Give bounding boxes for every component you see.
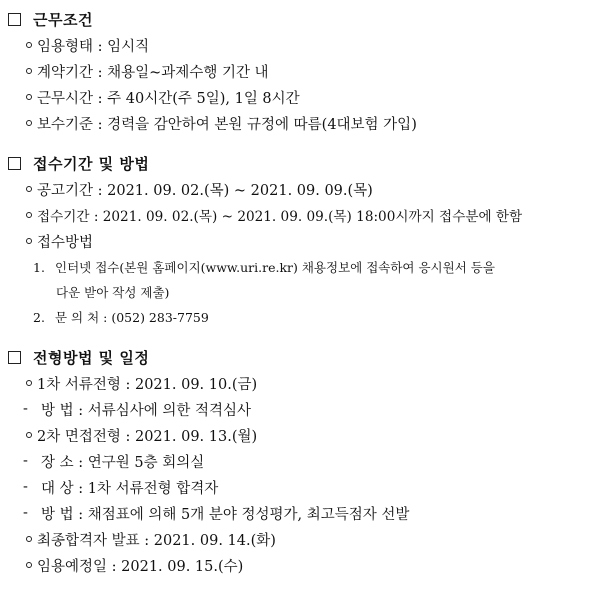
circle-bullet-icon	[26, 432, 32, 438]
list-item	[0, 58, 600, 84]
item-text: 공고기간 : 2021. 09. 02.(목) ~ 2021. 09. 09.(목)	[37, 182, 373, 199]
numbered-item-continuation	[0, 280, 600, 304]
list-item	[0, 176, 600, 202]
section-title: 전형방법 및 일정	[33, 348, 150, 367]
numbered-item	[0, 304, 600, 330]
item-text: 인터넷 접수(본원 홈페이지(www.uri.re.kr) 채용정보에 접속하여 응시원서 등을	[55, 260, 495, 275]
sub-item: - 방 법 : 채점표에 의해 5개 분야 정성평가, 최고득점자 선발	[0, 500, 600, 526]
circle-bullet-icon	[26, 562, 32, 568]
numbered-item	[0, 254, 600, 280]
item-text: 방 법 : 채점표에 의해 5개 분야 정성평가, 최고득점자 선발	[41, 506, 410, 523]
list-item	[0, 84, 600, 110]
section-heading	[0, 6, 600, 32]
sub-item: - 대 상 : 1차 서류전형 합격자	[0, 474, 600, 500]
item-text: 2차 면접전형 : 2021. 09. 13.(월)	[37, 428, 258, 445]
section-title: 접수기간 및 방법	[33, 154, 150, 173]
list-item	[0, 32, 600, 58]
list-item	[0, 370, 600, 396]
checkbox-icon	[8, 351, 21, 364]
circle-bullet-icon	[26, 94, 32, 100]
item-text: 접수방법	[37, 234, 94, 251]
sub-item: - 방 법 : 서류심사에 의한 적격심사	[0, 396, 600, 422]
circle-bullet-icon	[26, 186, 32, 192]
item-text: 다운 받아 작성 제출)	[56, 285, 170, 300]
checkbox-icon	[8, 13, 21, 26]
item-number: 2.	[33, 309, 45, 325]
checkbox-icon	[8, 157, 21, 170]
item-text: 문 의 처 : (052) 283-7759	[55, 310, 209, 325]
item-text: 임용형태 : 임시직	[37, 38, 150, 55]
section-selection	[0, 344, 600, 578]
list-item	[0, 110, 600, 136]
item-text: 임용예정일 : 2021. 09. 15.(수)	[37, 558, 244, 575]
section-heading	[0, 150, 600, 176]
item-text: 최종합격자 발표 : 2021. 09. 14.(화)	[37, 532, 276, 549]
item-number: 1.	[33, 259, 45, 275]
circle-bullet-icon	[26, 380, 32, 386]
circle-bullet-icon	[26, 68, 32, 74]
item-text: 계약기간 : 채용일~과제수행 기간 내	[37, 64, 269, 81]
item-text: 대 상 : 1차 서류전형 합격자	[41, 480, 219, 497]
section-work-conditions	[0, 6, 600, 136]
item-text: 장 소 : 연구원 5층 회의실	[41, 454, 205, 471]
list-item	[0, 422, 600, 448]
circle-bullet-icon	[26, 42, 32, 48]
section-heading	[0, 344, 600, 370]
item-text: 접수기간 : 2021. 09. 02.(목) ~ 2021. 09. 09.(목) 18:00시까지 접수분에 한함	[37, 209, 523, 225]
list-item	[0, 202, 600, 228]
section-title: 근무조건	[33, 10, 93, 29]
item-text: 1차 서류전형 : 2021. 09. 10.(금)	[37, 376, 258, 393]
sub-item: - 장 소 : 연구원 5층 회의실	[0, 448, 600, 474]
list-item	[0, 228, 600, 254]
section-application	[0, 150, 600, 330]
circle-bullet-icon	[26, 120, 32, 126]
list-item	[0, 552, 600, 578]
item-text: 보수기준 : 경력을 감안하여 본원 규정에 따름(4대보험 가입)	[37, 116, 417, 133]
circle-bullet-icon	[26, 536, 32, 542]
list-item	[0, 526, 600, 552]
item-text: 방 법 : 서류심사에 의한 적격심사	[41, 402, 252, 419]
item-text: 근무시간 : 주 40시간(주 5일), 1일 8시간	[37, 90, 300, 107]
circle-bullet-icon	[26, 238, 32, 244]
circle-bullet-icon	[26, 212, 32, 218]
